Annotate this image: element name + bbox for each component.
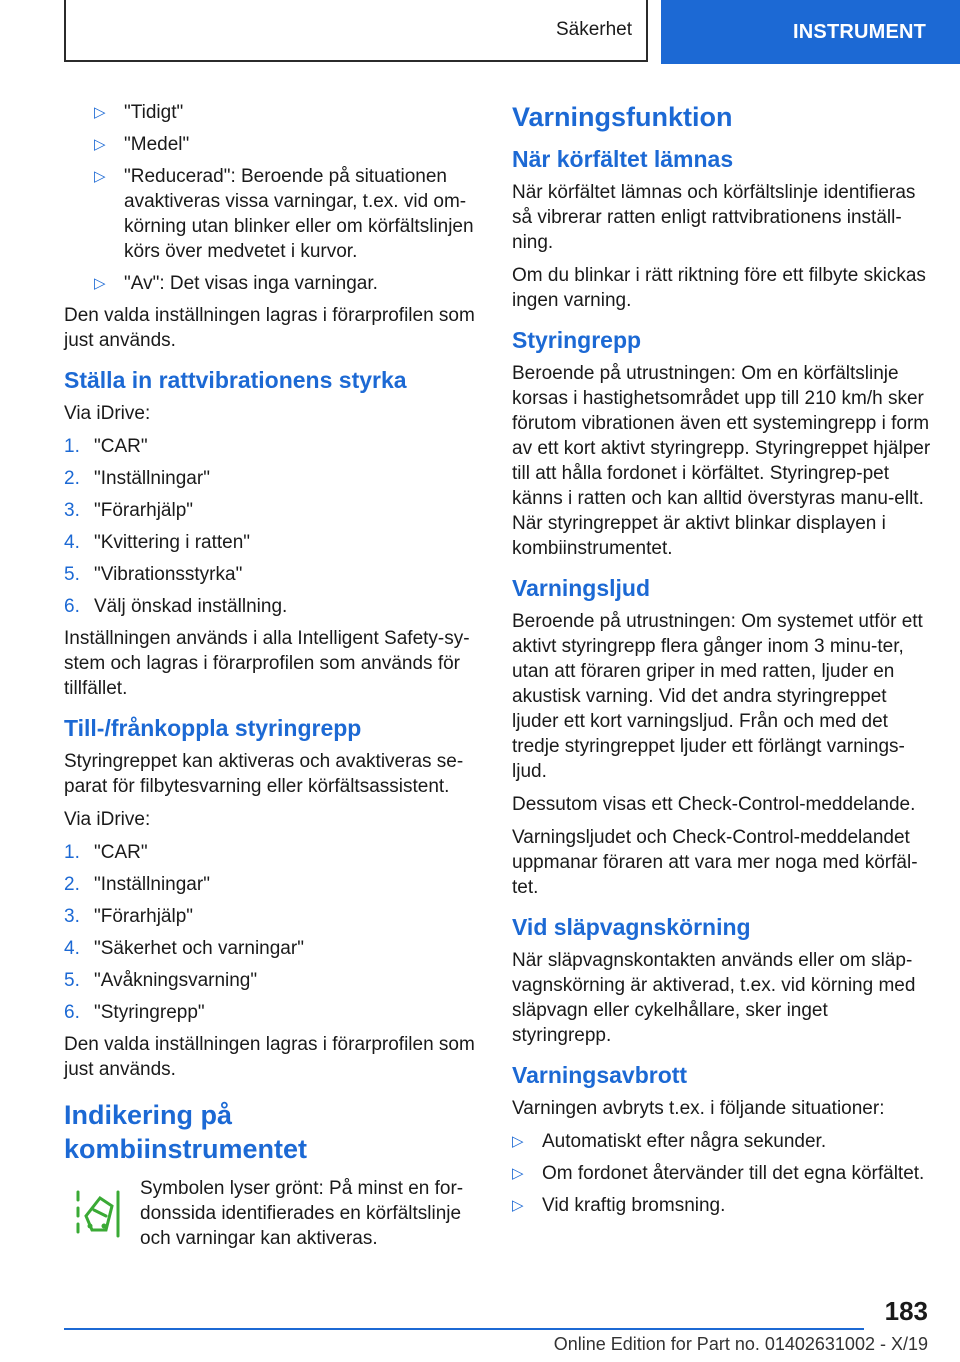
left-column: [64, 100, 476, 1251]
body-paragraph: Dessutom visas ett Check-Control-meddelande.: [512, 794, 916, 815]
header-chapter-tab: [661, 0, 960, 64]
saved-note: Den valda inställningen lagras i förarprofilen som just används.: [64, 1034, 475, 1080]
body-paragraph: Inställningen används i alla Intelligent Safety-sy-stem och lagras i förarprofilen som används för tillfället.: [64, 628, 470, 699]
bullet-triangle-icon: ▷: [512, 1133, 524, 1150]
via-idrive-label: Via iDrive:: [64, 809, 151, 830]
header-section-tab: [64, 0, 648, 62]
section-heading: När körfältet lämnas: [512, 146, 734, 172]
page-number: 183: [884, 1296, 928, 1326]
list-item: 5. "Avåkningsvarning": [64, 970, 258, 991]
interruption-list: [512, 1129, 932, 1218]
section-heading: Ställa in rattvibrationens styrka: [64, 367, 407, 393]
list-item: ▷ "Medel": [94, 134, 190, 155]
saved-note: Den valda inställningen lagras i förarprofilen som just används.: [64, 305, 475, 351]
right-column: [512, 100, 932, 1225]
section-title: Indikering på kombiinstrumentet: [64, 1100, 308, 1164]
bullet-triangle-icon: ▷: [94, 168, 106, 185]
section-heading: Styringrepp: [512, 327, 642, 353]
list-item: 1. "CAR": [64, 436, 148, 457]
indicator-row: [64, 1176, 476, 1251]
list-item: ▷ Vid kraftig bromsning.: [512, 1195, 726, 1216]
body-paragraph: När släpvagnskontakten används eller om släp-vagnskörning är aktiverad, t.ex. vid körning med släpvagn eller cykelhållare, sker inget styringrepp.: [512, 950, 916, 1046]
body-paragraph: Om du blinkar i rätt riktning före ett filbyte skickas ingen varning.: [512, 265, 926, 311]
section-heading: Varningsavbrott: [512, 1062, 688, 1088]
via-idrive-label: Via iDrive:: [64, 403, 151, 424]
section-title: Varningsfunktion: [512, 102, 733, 132]
body-paragraph: Varningen avbryts t.ex. i följande situationer:: [512, 1098, 885, 1119]
list-item: 4. "Kvittering i ratten": [64, 532, 251, 553]
list-item: ▷ Om fordonet återvänder till det egna körfältet.: [512, 1163, 925, 1184]
bullet-triangle-icon: ▷: [94, 104, 106, 121]
section-heading: Vid släpvagnskörning: [512, 914, 751, 940]
list-item: 5. "Vibrationsstyrka": [64, 564, 243, 585]
header-section-label: Säkerhet: [555, 19, 632, 40]
list-item: 1. "CAR": [64, 842, 148, 863]
list-item: ▷ "Reducerad": Beroende på situationen avaktiveras vissa varningar, t.ex. vid om-körning utan blinker eller om körfältslinjen körs över medvetet i kurvor.: [94, 166, 474, 262]
list-item: ▷ "Av": Det visas inga varningar.: [94, 273, 378, 294]
list-item: 3. "Förarhjälp": [64, 500, 194, 521]
body-paragraph: Beroende på utrustningen: Om en körfältslinje korsas i hastighetsområdet upp till 210 km/h sker förutom vibrationen även ett systemingrepp i form av ett kort aktivt styringrepp. Styringreppet hjälper till att hålla fordonet i körfältet. Styringrep-pet känns i ratten och kan alltid överstyras manu-ellt. När styringreppet är aktivt blinkar displayen i kombiinstrumentet.: [512, 363, 931, 559]
bullet-triangle-icon: ▷: [512, 1165, 524, 1182]
steps-list: [64, 434, 476, 619]
body-paragraph: Beroende på utrustningen: Om systemet utför ett aktivt styringrepp flera gånger inom 3 minu-ter, utan att föraren griper in med ratten, ljuder en akustisk varning. Vid det andra styringreppet ljuder ett kort varningsljud. Från och med det tredje styringreppet ljuder ett förlängt varnings-ljud.: [512, 611, 923, 782]
list-item: 2. "Inställningar": [64, 468, 210, 489]
footer-divider: [64, 1328, 864, 1330]
list-item: ▷ "Tidigt": [94, 102, 184, 123]
list-item: 4. "Säkerhet och varningar": [64, 938, 304, 959]
bullet-triangle-icon: ▷: [94, 136, 106, 153]
body-paragraph: Styringreppet kan aktiveras och avaktiveras se-parat för filbytesvarning eller körfältsassistent.: [64, 751, 464, 797]
bullet-triangle-icon: ▷: [94, 275, 106, 292]
bullet-triangle-icon: ▷: [512, 1197, 524, 1214]
list-item: 6. "Styringrepp": [64, 1002, 205, 1023]
body-paragraph: Varningsljudet och Check-Control-meddelandet uppmanar föraren att vara mer noga med körfäl-tet.: [512, 827, 918, 898]
header-chapter-label: INSTRUMENT: [793, 20, 927, 43]
section-heading: Varningsljud: [512, 575, 651, 601]
list-item: ▷ Automatiskt efter några sekunder.: [512, 1131, 827, 1152]
body-paragraph: När körfältet lämnas och körfältslinje identifieras så vibrerar ratten enligt rattvibrationens inställ-ning.: [512, 182, 916, 253]
option-list: [64, 100, 476, 296]
lane-departure-icon: [72, 1186, 124, 1242]
footer-edition: Online Edition for Part no. 01402631002 - X/19: [553, 1334, 928, 1354]
list-item: 3. "Förarhjälp": [64, 906, 194, 927]
list-item: 2. "Inställningar": [64, 874, 210, 895]
steps-list: [64, 840, 476, 1025]
section-heading: Till-/frånkoppla styringrepp: [64, 715, 362, 741]
list-item: 6. Välj önskad inställning.: [64, 596, 288, 617]
indicator-description: Symbolen lyser grönt: På minst en for-donssida identifierades en körfältslinje och varningar kan aktiveras.: [140, 1178, 464, 1249]
